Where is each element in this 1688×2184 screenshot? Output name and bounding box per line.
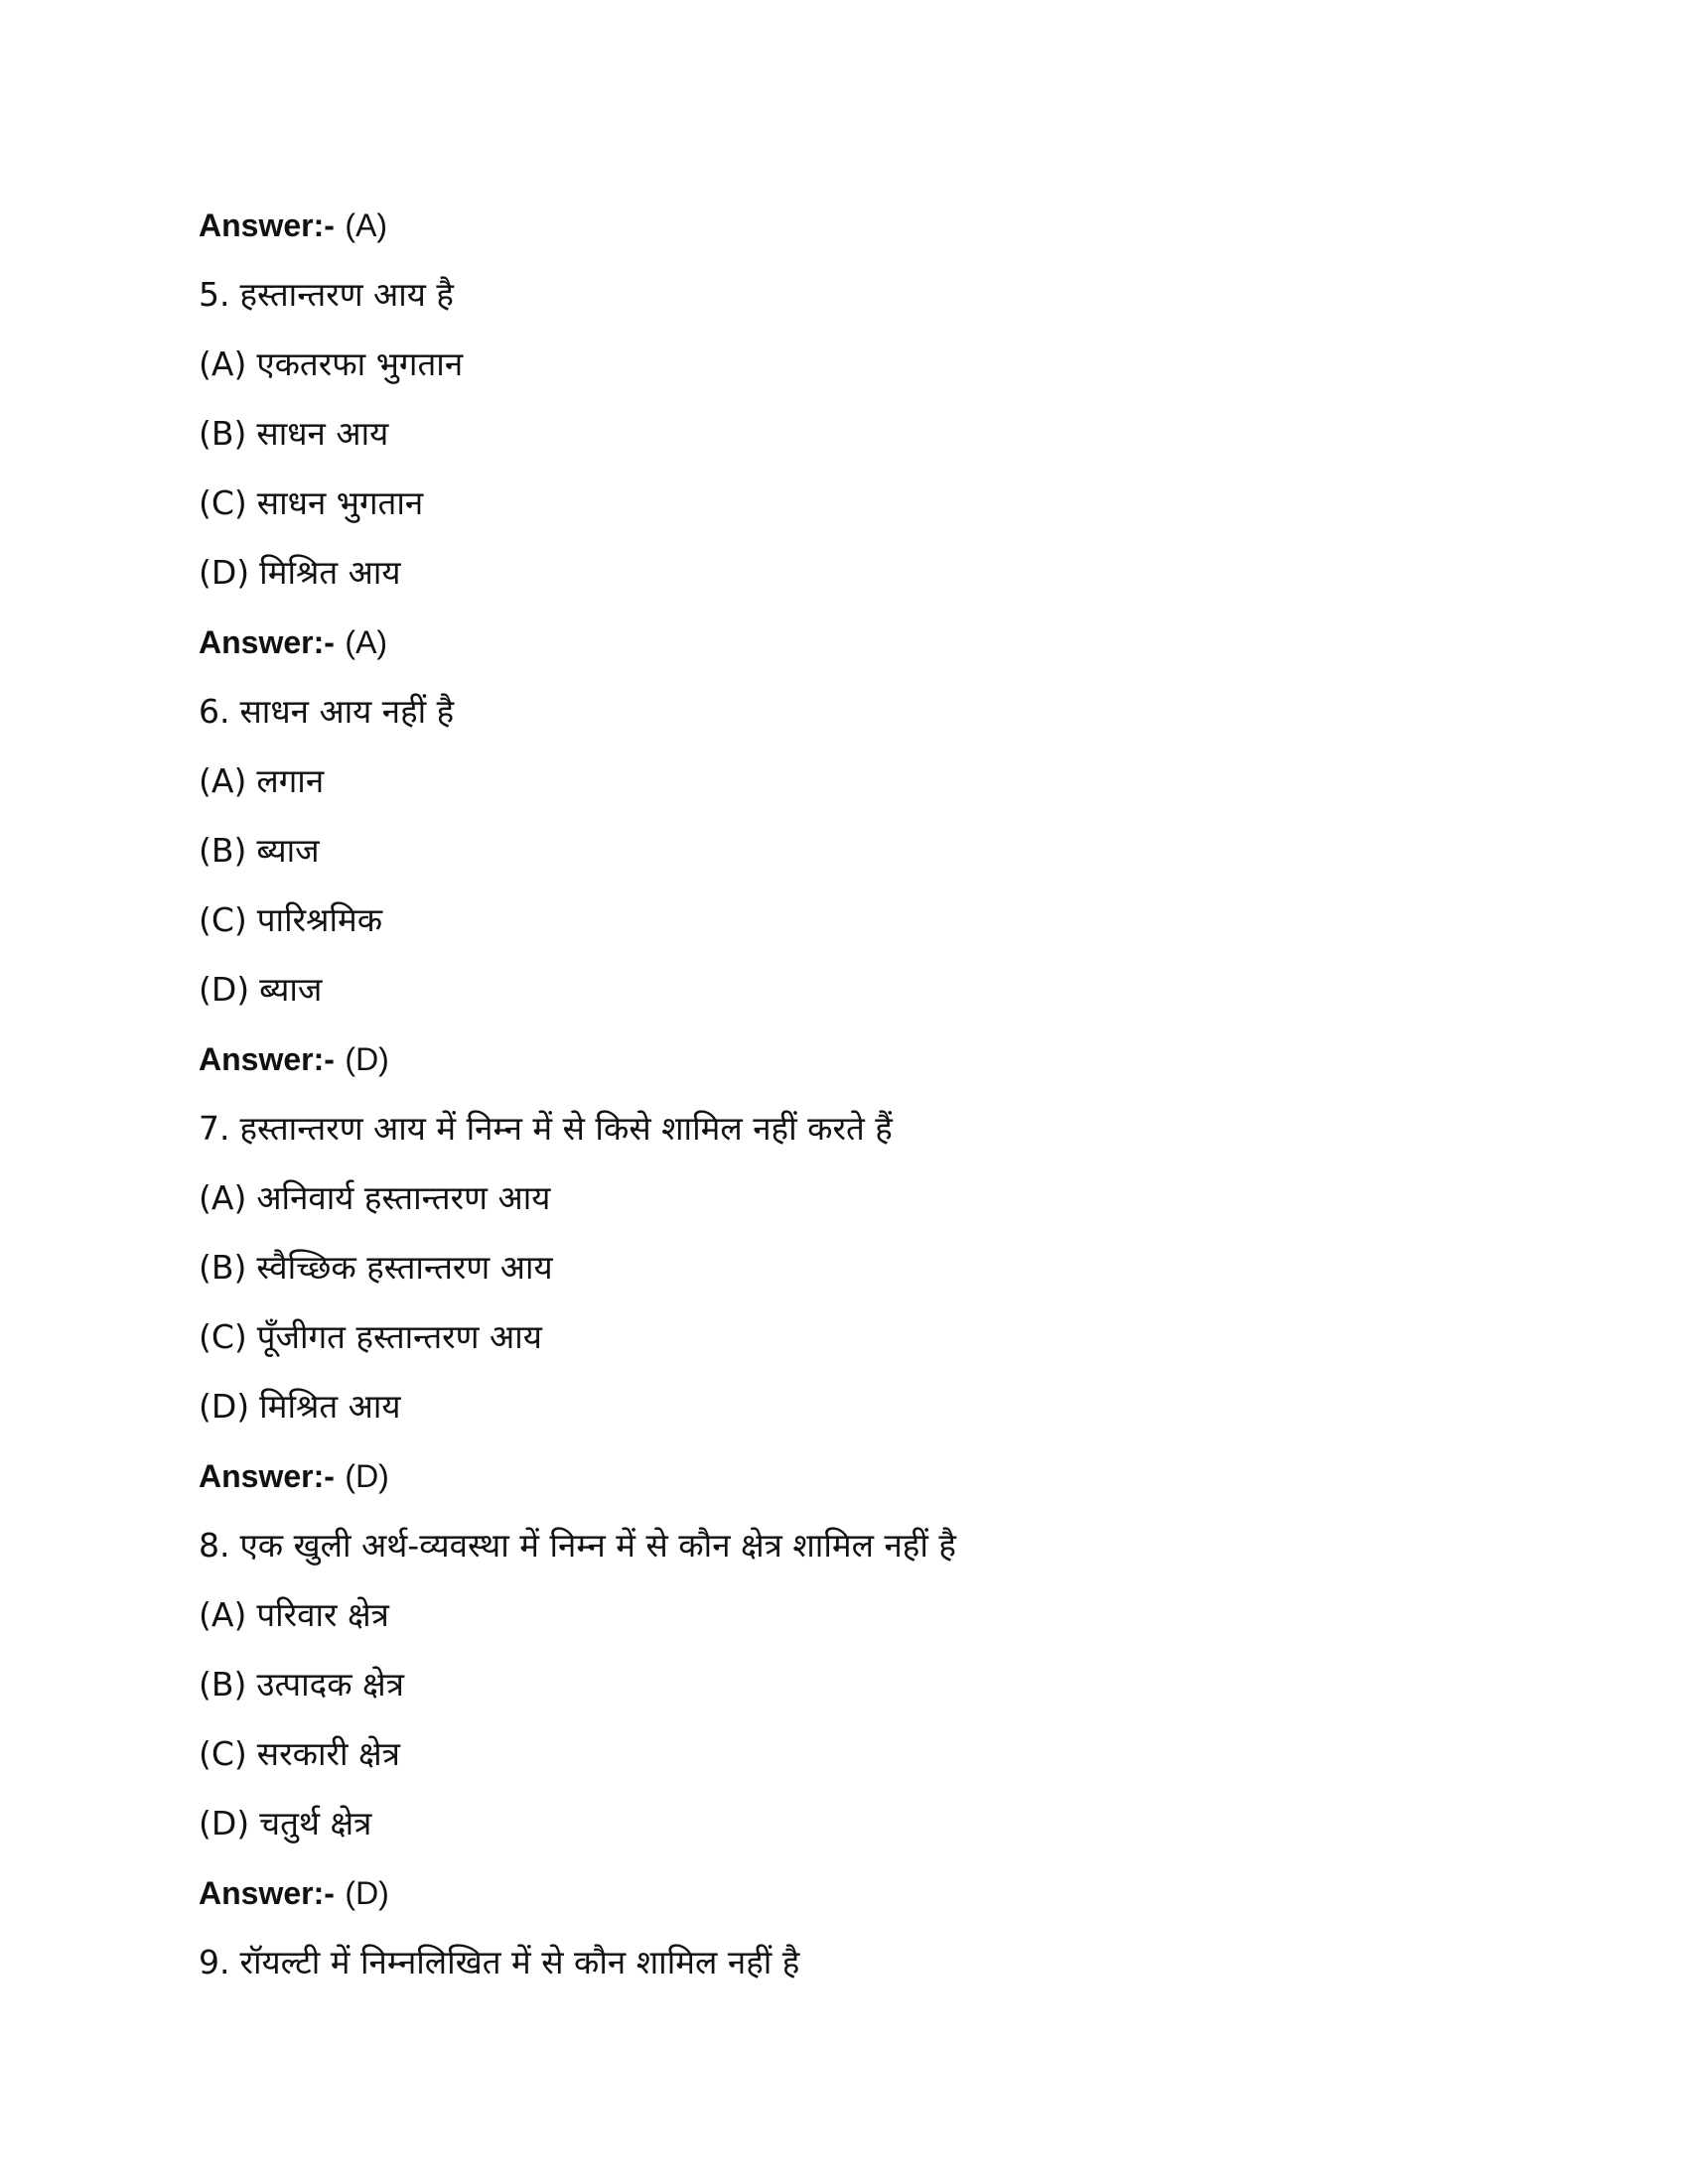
question-text: साधन आय नहीं है [239, 692, 455, 731]
option-letter: (D) [199, 1387, 250, 1426]
option-letter: (A) [199, 761, 247, 800]
option-letter: (A) [199, 1595, 247, 1634]
question-number: 6. [199, 692, 230, 731]
option-line [199, 955, 1509, 1024]
option-letter: (C) [199, 1734, 247, 1773]
option-letter: (C) [199, 483, 247, 522]
option-text: चतुर्थ क्षेत्र [259, 1804, 372, 1843]
option-text: साधन भुगतान [256, 483, 424, 522]
option-text: ब्याज [256, 831, 320, 870]
answer-value: (A) [345, 207, 388, 243]
option-letter: (C) [199, 1317, 247, 1356]
question-list [199, 191, 1509, 1997]
question-text: एक खुली अर्थ-व्यवस्था में निम्न में से कौन क्षेत्र शामिल नहीं है [239, 1526, 956, 1565]
option-text: एकतरफा भुगतान [256, 344, 464, 383]
option-text: मिश्रित आय [259, 1387, 401, 1426]
option-text: उत्पादक क्षेत्र [256, 1665, 404, 1704]
question-text: रॉयल्टी में निम्नलिखित में से कौन शामिल नहीं है [239, 1943, 800, 1981]
answer-value: (D) [345, 1041, 389, 1077]
answer-label: Answer:- [199, 1458, 335, 1494]
answer-label: Answer:- [199, 1041, 335, 1077]
answer-value: (D) [345, 1458, 389, 1494]
option-line [199, 1372, 1509, 1441]
option-text: साधन आय [256, 414, 389, 453]
question-line [199, 677, 1509, 747]
option-text: परिवार क्षेत्र [256, 1595, 389, 1634]
answer-label: Answer:- [199, 624, 335, 660]
option-letter: (B) [199, 1248, 247, 1287]
option-line [199, 1650, 1509, 1719]
option-line [199, 330, 1509, 399]
question-number: 7. [199, 1109, 230, 1148]
option-text: स्वैच्छिक हस्तान्तरण आय [256, 1248, 553, 1287]
option-line [199, 816, 1509, 886]
answer-value: (A) [345, 624, 388, 660]
option-text: पारिश्रमिक [256, 900, 383, 939]
option-letter: (B) [199, 831, 247, 870]
option-letter: (B) [199, 1665, 247, 1704]
option-text: सरकारी क्षेत्र [256, 1734, 400, 1773]
question-text: हस्तान्तरण आय में निम्न में से किसे शामिल नहीं करते हैं [239, 1109, 893, 1148]
answer-value: (D) [345, 1875, 389, 1911]
option-letter: (D) [199, 553, 250, 592]
option-letter: (A) [199, 1178, 247, 1217]
option-line [199, 469, 1509, 538]
option-letter: (C) [199, 900, 247, 939]
answer-line [199, 1441, 1509, 1511]
question-line [199, 1511, 1509, 1580]
answer-line [199, 1858, 1509, 1928]
option-text: ब्याज [259, 970, 323, 1009]
option-text: मिश्रित आय [259, 553, 401, 592]
option-line [199, 886, 1509, 955]
option-line [199, 1163, 1509, 1233]
option-text: लगान [256, 761, 325, 800]
answer-line [199, 1024, 1509, 1094]
answer-label: Answer:- [199, 1875, 335, 1911]
question-line [199, 1928, 1509, 1997]
option-letter: (D) [199, 1804, 250, 1843]
question-number: 8. [199, 1526, 230, 1565]
question-line [199, 260, 1509, 330]
option-line [199, 1233, 1509, 1302]
question-text: हस्तान्तरण आय है [239, 275, 454, 314]
option-letter: (D) [199, 970, 250, 1009]
question-number: 9. [199, 1943, 230, 1981]
option-line [199, 747, 1509, 816]
option-line [199, 399, 1509, 469]
option-letter: (A) [199, 344, 247, 383]
answer-label: Answer:- [199, 207, 335, 243]
question-line [199, 1094, 1509, 1163]
option-line [199, 1789, 1509, 1858]
option-text: अनिवार्य हस्तान्तरण आय [256, 1178, 551, 1217]
option-text: पूँजीगत हस्तान्तरण आय [256, 1317, 542, 1356]
option-line [199, 1302, 1509, 1372]
option-line [199, 538, 1509, 608]
option-line [199, 1719, 1509, 1789]
question-number: 5. [199, 275, 230, 314]
option-line [199, 1580, 1509, 1650]
answer-line [199, 191, 1509, 260]
option-letter: (B) [199, 414, 247, 453]
answer-line [199, 608, 1509, 677]
